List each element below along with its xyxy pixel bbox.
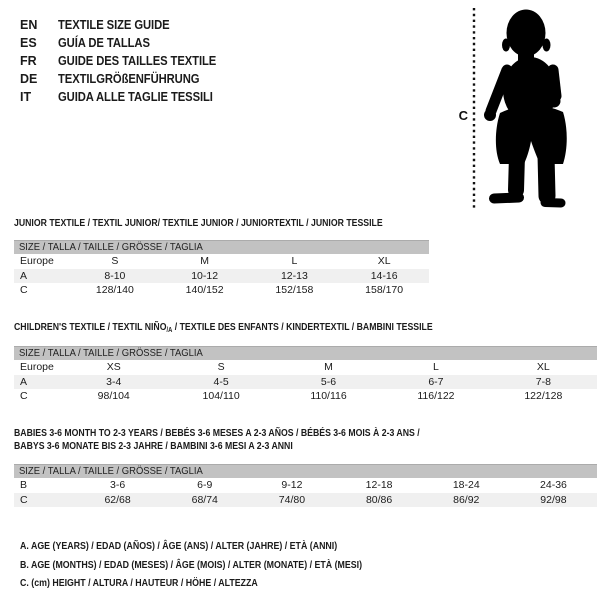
row-cell: L bbox=[291, 255, 298, 267]
row-cell: 158/170 bbox=[365, 284, 404, 296]
table-title-text: BABIES 3-6 MONTH TO 2-3 YEARS / BEBÉS 3-6 MESES A 2-3 AÑOS / BÉBÉS 3-6 MOIS À 2-3 ANS / bbox=[14, 427, 420, 439]
baby-leg-left bbox=[516, 155, 517, 190]
row-cell: 98/104 bbox=[97, 390, 130, 402]
row-cell: S bbox=[217, 361, 225, 373]
row-cell: 80/86 bbox=[365, 493, 393, 506]
row-cell: 152/158 bbox=[275, 284, 314, 296]
language-row bbox=[20, 88, 234, 106]
footnotes bbox=[20, 537, 427, 593]
row-cell: 12-18 bbox=[365, 479, 393, 491]
row-label: A bbox=[20, 375, 28, 388]
baby-leg-right bbox=[546, 155, 547, 196]
table-title-subscript: /A bbox=[166, 327, 173, 334]
row-cell: 8-10 bbox=[104, 269, 126, 282]
table-row-c bbox=[14, 493, 597, 508]
row-label: C bbox=[20, 284, 28, 296]
language-code: EN bbox=[20, 18, 38, 32]
baby-arm-left bbox=[491, 70, 507, 111]
row-cell: 140/152 bbox=[185, 284, 224, 296]
language-code: FR bbox=[20, 54, 37, 68]
row-cell: 6-9 bbox=[197, 479, 213, 491]
language-row bbox=[20, 52, 234, 70]
row-cell: 74/80 bbox=[278, 493, 306, 506]
row-cell: 104/110 bbox=[202, 390, 240, 402]
row-cell: 5-6 bbox=[320, 375, 337, 388]
language-title: TEXTILGRÖßENFÜHRUNG bbox=[58, 72, 200, 86]
baby-hand-right bbox=[548, 95, 561, 108]
language-code: ES bbox=[20, 36, 37, 50]
row-cell: M bbox=[200, 255, 209, 267]
row-cell: 7-8 bbox=[535, 375, 551, 388]
row-cell: 116/122 bbox=[417, 390, 455, 402]
table-header-bar bbox=[14, 240, 429, 254]
table-title bbox=[14, 427, 498, 440]
table-row-europe bbox=[14, 254, 429, 269]
row-label: Europe bbox=[20, 255, 54, 267]
row-cell: 24-36 bbox=[540, 479, 567, 491]
size-header-label: SIZE / TALLA / TAILLE / GRÖSSE / TAGLIA bbox=[19, 347, 203, 359]
table-title-text: / TEXTILE DES ENFANTS / KINDERTEXTIL / BAMBINI TESSILE bbox=[172, 321, 433, 333]
row-label: A bbox=[20, 269, 28, 282]
toddler-silhouette-figure bbox=[440, 0, 600, 220]
baby-hand-left bbox=[484, 109, 496, 121]
row-label: B bbox=[20, 479, 28, 491]
row-cell: 9-12 bbox=[281, 479, 303, 491]
row-cell: 92/98 bbox=[540, 493, 567, 506]
baby-foot-left bbox=[494, 198, 519, 199]
row-cell: 12-13 bbox=[280, 269, 308, 282]
table-title-text: JUNIOR TEXTILE / TEXTIL JUNIOR/ TEXTILE JUNIOR / JUNIORTEXTIL / JUNIOR TESSILE bbox=[14, 217, 383, 229]
row-cell: 18-24 bbox=[452, 479, 480, 491]
row-cell: 6-7 bbox=[428, 375, 444, 388]
footnote-age-months: B. AGE (MONTHS) / EDAD (MESES) / ÂGE (MOIS) / ALTER (MONATE) / ETÀ (MESI) bbox=[20, 558, 363, 571]
table-header-bar bbox=[14, 464, 597, 478]
table-title-block bbox=[14, 427, 597, 464]
language-row bbox=[20, 70, 234, 88]
row-cell: S bbox=[111, 255, 119, 267]
row-cell: 128/140 bbox=[95, 284, 134, 296]
size-header-label: SIZE / TALLA / TAILLE / GRÖSSE / TAGLIA bbox=[19, 241, 203, 253]
size-table-babies bbox=[14, 427, 597, 507]
baby-ear-left bbox=[502, 39, 510, 52]
table-title bbox=[14, 217, 383, 230]
baby-foot-right bbox=[545, 203, 561, 204]
table-title bbox=[14, 440, 498, 453]
row-cell: 4-5 bbox=[213, 375, 229, 388]
table-title-text: CHILDREN'S TEXTILE / TEXTIL NIÑO bbox=[14, 321, 167, 333]
row-cell: 3-4 bbox=[106, 375, 122, 388]
row-cell: XL bbox=[377, 255, 391, 267]
row-cell: 68/74 bbox=[191, 493, 218, 506]
language-title-list bbox=[20, 16, 234, 106]
table-row-europe bbox=[14, 360, 597, 375]
row-cell: 14-16 bbox=[370, 269, 398, 282]
size-header-label: SIZE / TALLA / TAILLE / GRÖSSE / TAGLIA bbox=[19, 465, 203, 477]
baby-shorts bbox=[496, 105, 567, 164]
row-cell: XL bbox=[536, 361, 550, 373]
row-cell: 3-6 bbox=[109, 479, 126, 491]
baby-ear-right bbox=[543, 39, 551, 52]
row-cell: 110/116 bbox=[310, 390, 347, 402]
row-cell: 86/92 bbox=[453, 493, 480, 506]
toddler-silhouette bbox=[484, 10, 567, 204]
language-title: TEXTILE SIZE GUIDE bbox=[58, 18, 170, 32]
table-header-bar bbox=[14, 346, 597, 360]
row-label: C bbox=[20, 493, 28, 506]
row-cell: 10-12 bbox=[191, 269, 219, 282]
table-title-block bbox=[14, 321, 597, 346]
table-title bbox=[14, 321, 498, 338]
language-title: GUÍA DE TALLAS bbox=[58, 36, 150, 50]
language-code: IT bbox=[20, 90, 32, 104]
baby-arm-right bbox=[553, 70, 556, 96]
language-row bbox=[20, 16, 234, 34]
row-cell: M bbox=[324, 361, 333, 373]
language-title: GUIDE DES TAILLES TEXTILE bbox=[58, 54, 217, 68]
table-title-text: BABYS 3-6 MONATE BIS 2-3 JAHRE / BAMBINI 3-6 MESI A 2-3 ANNI bbox=[14, 439, 293, 452]
row-cell: 62/68 bbox=[104, 493, 131, 506]
table-row-a bbox=[14, 269, 429, 284]
height-marker-label: C bbox=[458, 108, 468, 123]
row-label: C bbox=[20, 390, 28, 402]
language-code: DE bbox=[20, 72, 38, 86]
row-cell: XS bbox=[106, 361, 121, 373]
table-row-c bbox=[14, 283, 429, 298]
footnote-height-cm: C. (cm) HEIGHT / ALTURA / HAUTEUR / HÖHE / ALTEZZA bbox=[20, 577, 258, 589]
table-row-b bbox=[14, 478, 597, 493]
table-title-block bbox=[14, 217, 429, 240]
table-row-c bbox=[14, 389, 597, 404]
footnote-age-years: A. AGE (YEARS) / EDAD (AÑOS) / ÂGE (ANS) / ALTER (JAHRE) / ETÀ (ANNI) bbox=[20, 540, 338, 552]
table-row-a bbox=[14, 375, 597, 390]
language-title: GUIDA ALLE TAGLIE TESSILI bbox=[58, 90, 213, 104]
size-table-children bbox=[14, 321, 597, 404]
size-table-junior bbox=[14, 217, 429, 298]
row-label: Europe bbox=[20, 361, 54, 373]
row-cell: L bbox=[433, 361, 439, 373]
row-cell: 122/128 bbox=[524, 390, 563, 402]
language-row bbox=[20, 34, 234, 52]
